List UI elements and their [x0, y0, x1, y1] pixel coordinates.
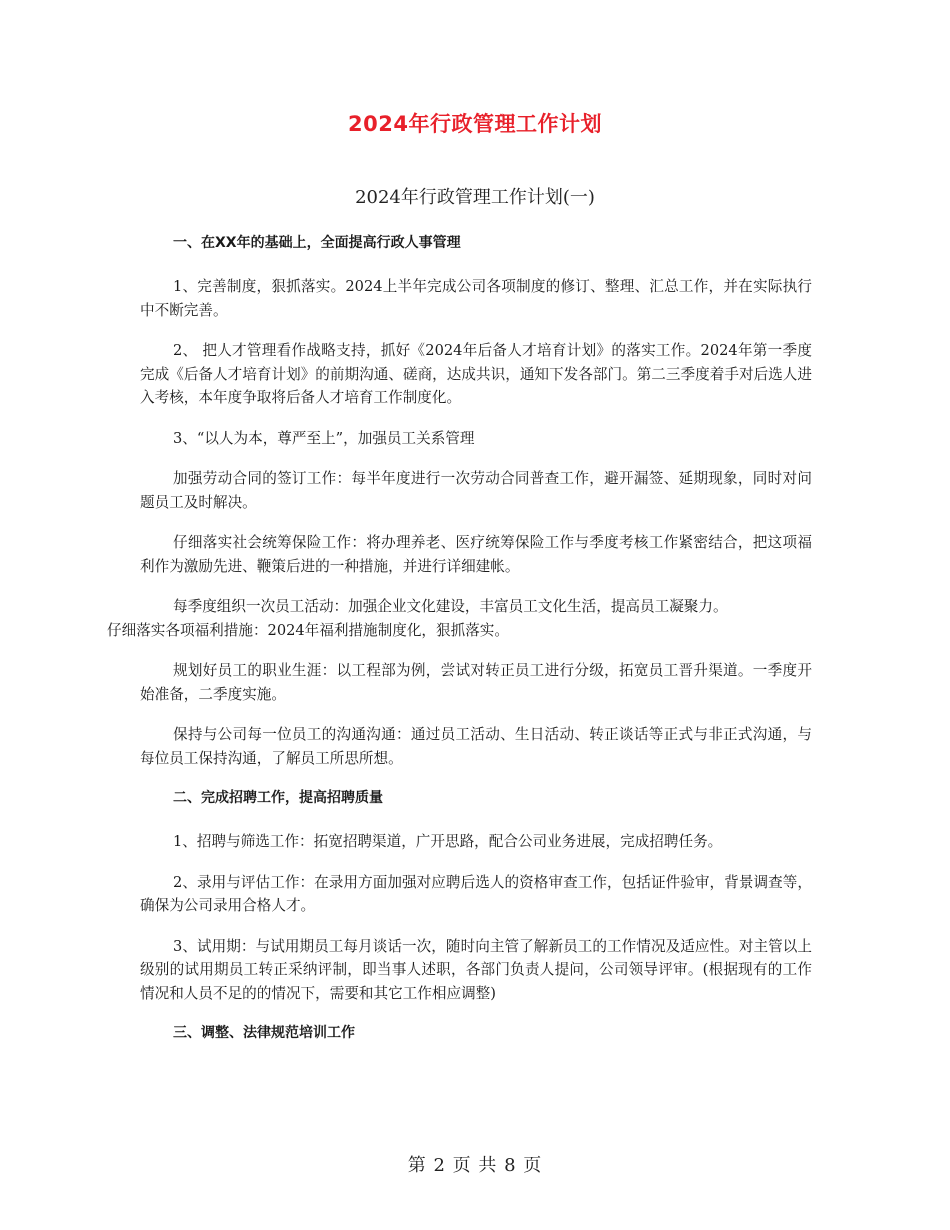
paragraph: 2、 把人才管理看作战略支持，抓好《2024年后备人才培育计划》的落实工作。2024年第一季度完成《后备人才培育计划》的前期沟通、磋商，达成共识，通知下发各部门。第二三季度着手对后选人进入考核，本年度争取将后备人才培育工作制度化。: [140, 342, 812, 406]
paragraph: 1、招聘与筛选工作：拓宽招聘渠道，广开思路，配合公司业务进展，完成招聘任务。: [173, 833, 723, 850]
paragraph: 规划好员工的职业生涯：以工程部为例，尝试对转正员工进行分级，拓宽员工晋升渠道。一季度开始准备，二季度实施。: [140, 662, 812, 703]
paragraph: 3、“以人为本，尊严至上”，加强员工关系管理: [173, 429, 475, 447]
section-heading-3: 三、调整、法律规范培训工作: [173, 1025, 355, 1041]
paragraph: 保持与公司每一位员工的沟通沟通：通过员工活动、生日活动、转正谈话等正式与非正式沟通，与每位员工保持沟通，了解员工所思所想。: [140, 726, 812, 767]
paragraph-line: 仔细落实各项福利措施：2024年福利措施制度化，狠抓落实。: [107, 621, 509, 639]
paragraph: 仔细落实社会统筹保险工作：将办理养老、医疗统筹保险工作与季度考核工作紧密结合，把这项福利作为激励先进、鞭策后进的一种措施，并进行详细建帐。: [140, 534, 812, 575]
paragraph: 3、试用期：与试用期员工每月谈话一次，随时向主管了解新员工的工作情况及适应性。对主管以上级别的试用期员工转正采纳评制，即当事人述职，各部门负责人提问，公司领导评审。(根据现有的工作情况和人员不足的的情况下，需要和其它工作相应调整): [140, 937, 812, 1002]
document-subtitle: 2024年行政管理工作计划(一): [355, 187, 595, 208]
page-number-footer: 第 2 页 共 8 页: [407, 1155, 543, 1176]
paragraph-line: 每季度组织一次员工活动：加强企业文化建设，丰富员工文化生活，提高员工凝聚力。: [173, 598, 728, 615]
document-body: [107, 232, 812, 1065]
paragraph: 加强劳动合同的签订工作：每半年度进行一次劳动合同普查工作，避开漏签、延期现象，同时对问题员工及时解决。: [140, 470, 812, 511]
document-title: 2024年行政管理工作计划: [348, 112, 602, 136]
paragraph: 1、完善制度，狠抓落实。2024上半年完成公司各项制度的修订、整理、汇总工作，并在实际执行中不断完善。: [140, 278, 812, 319]
section-heading-2: 二、完成招聘工作，提高招聘质量: [173, 790, 383, 806]
paragraph: [107, 595, 812, 642]
section-heading-1: 一、在XX年的基础上，全面提高行政人事管理: [173, 235, 461, 251]
paragraph: 2、录用与评估工作：在录用方面加强对应聘后选人的资格审查工作，包括证件验审，背景调查等，确保为公司录用合格人才。: [140, 873, 812, 914]
